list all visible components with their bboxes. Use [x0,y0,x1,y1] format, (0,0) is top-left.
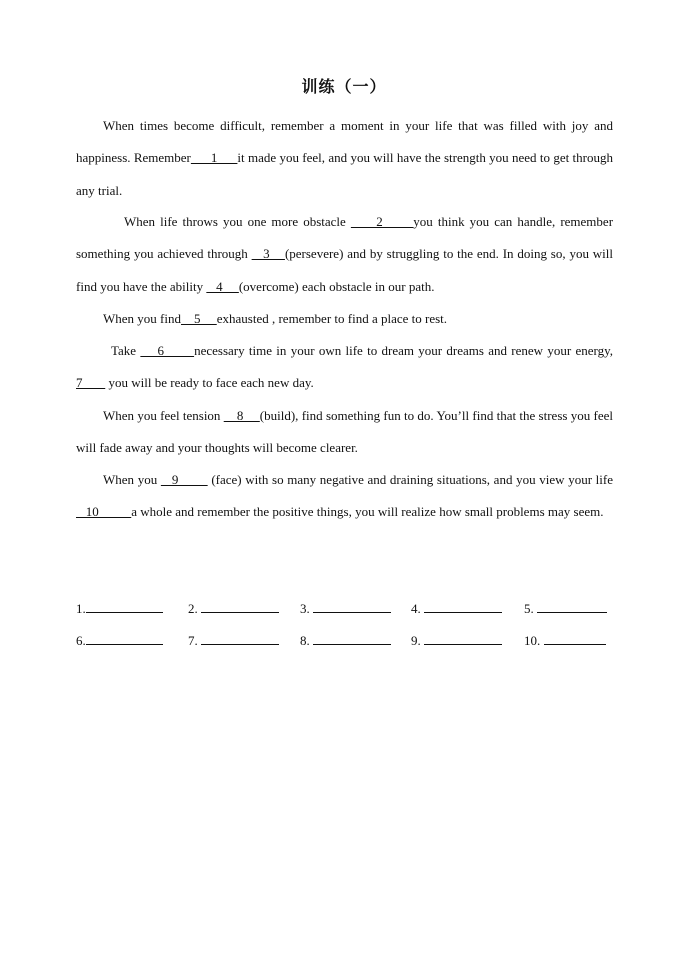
answer-number: 2. [188,601,198,616]
blank-4: 4 [206,278,239,294]
paragraph-text: a whole and remember the positive things, you will realize how small problems may seem. [131,504,604,520]
answer-number: 8. [300,633,310,648]
paragraph-3 [76,303,613,335]
answer-number: 6. [76,633,86,648]
blank-2: 2 [350,214,414,229]
blank-5: 5 [180,311,217,326]
answer-item-8[interactable] [300,632,391,649]
paragraph-text: When you find [103,311,181,326]
paragraph-text: (persevere) and by struggling to the end. In doing so, you will find you have the ability [76,246,613,294]
paragraph-text: When times become difficult, remember a moment in your life that was filled with joy and happiness. Remember [76,118,613,166]
paragraph-text: Take [111,343,141,358]
page-title: 训练（一） [301,77,387,96]
answer-item-6[interactable] [76,632,163,649]
paragraph-1 [76,110,613,207]
paragraph-4 [76,335,613,400]
paragraph-text: exhausted , remember to find a place to rest. [216,311,448,326]
paragraph-5 [76,400,613,465]
blank-10: 10 [76,504,132,520]
answer-item-9[interactable] [411,632,502,649]
blank-9: 9 [160,472,208,487]
paragraph-text: it made you feel, and you will have the strength you need to get through any trial. [76,150,613,198]
blank-3: 3 [251,246,285,262]
blank-7: 7 [76,375,106,391]
answer-item-2[interactable] [188,600,279,617]
paragraph-text: When you [103,472,161,487]
paragraph-text: necessary time in your own life to dream your dreams and renew your energy, [194,343,613,358]
answer-number: 5. [524,601,534,616]
answer-item-5[interactable] [524,600,607,617]
paragraph-text: (face) with so many negative and draining situations, and you view your life [207,472,614,487]
blank-8: 8 [223,408,260,423]
answer-item-1[interactable] [76,600,163,617]
answer-item-10[interactable] [524,632,606,649]
paragraph-2 [76,206,613,303]
answer-number: 9. [411,633,421,648]
paragraph-text: you will be ready to face each new day. [105,375,314,391]
answer-item-7[interactable] [188,632,279,649]
answer-number: 4. [411,601,421,616]
answer-item-4[interactable] [411,600,502,617]
answer-number: 1. [76,601,86,616]
blank-1: 1 [190,150,238,166]
answer-number: 10. [524,633,541,648]
paragraph-text: you think you can handle, remember something you achieved through [76,214,614,262]
answer-number: 7. [188,633,198,648]
answer-item-3[interactable] [300,600,391,617]
paragraph-text: When you feel tension [103,408,224,423]
answer-number: 3. [300,601,310,616]
blank-6: 6 [140,343,195,358]
paragraph-text: (build), find something fun to do. You’ll find that the stress you feel will fade away and your thoughts will become clearer. [76,408,613,456]
paragraph-6 [76,464,613,529]
paragraph-text: When life throws you one more obstacle [124,214,351,229]
paragraph-text: (overcome) each obstacle in our path. [238,278,435,294]
